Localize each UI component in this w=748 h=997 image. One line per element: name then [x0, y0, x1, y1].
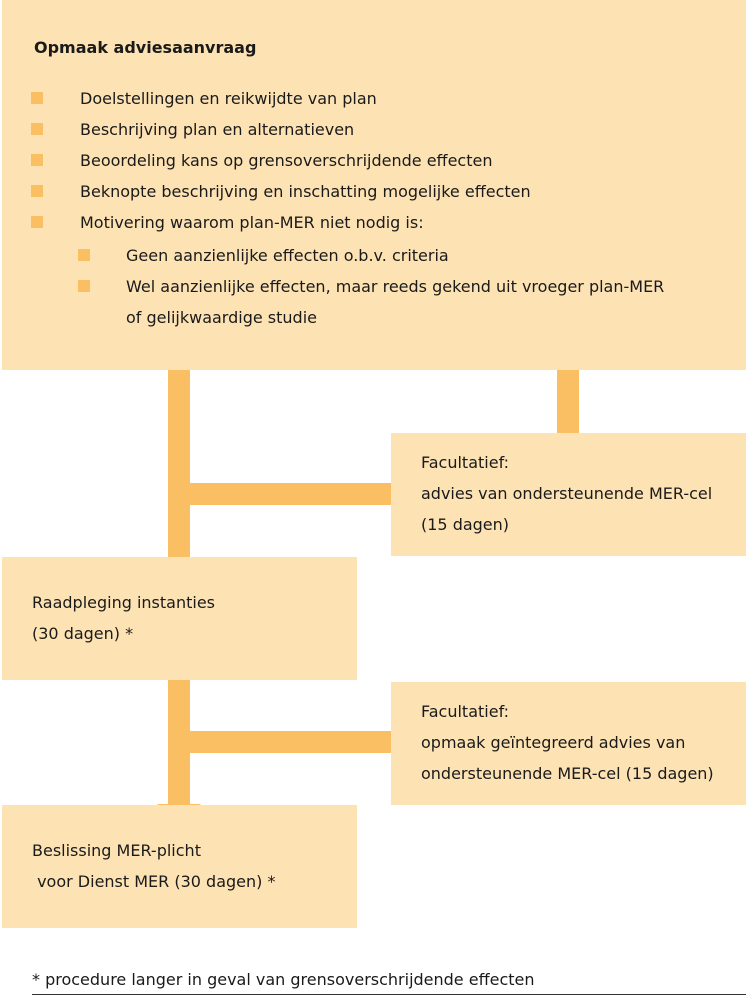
- list-item: Beknopte beschrijving en inschatting mogelijke effecten: [80, 182, 531, 201]
- bullet-icon: [31, 154, 43, 166]
- bullet-icon: [31, 216, 43, 228]
- main-flow-connector: [168, 370, 190, 562]
- facultatief-1-feed-connector: [557, 370, 579, 434]
- sub-bullet-icon: [78, 249, 90, 261]
- list-item: Doelstellingen en reikwijdte van plan: [80, 89, 377, 108]
- footnote: * procedure langer in geval van grensoverschrijdende effecten: [32, 970, 535, 989]
- raadpleging-title: Raadpleging instanties: [32, 593, 215, 612]
- sub-bullet-icon: [78, 280, 90, 292]
- beslissing-title: Beslissing MER-plicht: [32, 841, 201, 860]
- facultatief-advies-box: [391, 433, 746, 556]
- footnote-rule: [32, 994, 746, 995]
- facultatief-description-continued: ondersteunende MER-cel (15 dagen): [421, 764, 714, 783]
- sub-list-item: Geen aanzienlijke effecten o.b.v. criteria: [126, 246, 449, 265]
- bullet-icon: [31, 123, 43, 135]
- bullet-icon: [31, 185, 43, 197]
- adviesaanvraag-title: Opmaak adviesaanvraag: [34, 38, 257, 57]
- facultatief-geintegreerd-box: [391, 682, 746, 805]
- list-item: Beoordeling kans op grensoverschrijdende effecten: [80, 151, 493, 170]
- sub-list-item-continuation: of gelijkwaardige studie: [126, 308, 317, 327]
- facultatief-1-branch-connector: [190, 483, 391, 505]
- bullet-icon: [31, 92, 43, 104]
- second-flow-connector: [168, 680, 190, 808]
- beslissing-detail: voor Dienst MER (30 dagen) *: [32, 872, 276, 891]
- list-item: Motivering waarom plan-MER niet nodig is:: [80, 213, 424, 232]
- adviesaanvraag-box: [2, 0, 746, 370]
- raadpleging-duration: (30 dagen) *: [32, 624, 134, 643]
- facultatief-label: Facultatief:: [421, 702, 510, 721]
- list-item: Beschrijving plan en alternatieven: [80, 120, 355, 139]
- facultatief-label: Facultatief:: [421, 453, 510, 472]
- facultatief-description: advies van ondersteunende MER-cel: [421, 484, 713, 503]
- beslissing-box: [2, 805, 357, 928]
- raadpleging-box: [2, 557, 357, 680]
- facultatief-duration: (15 dagen): [421, 515, 510, 534]
- facultatief-description: opmaak geïntegreerd advies van: [421, 733, 686, 752]
- sub-list-item: Wel aanzienlijke effecten, maar reeds gekend uit vroeger plan-MER: [126, 277, 665, 296]
- facultatief-2-branch-connector: [190, 731, 391, 753]
